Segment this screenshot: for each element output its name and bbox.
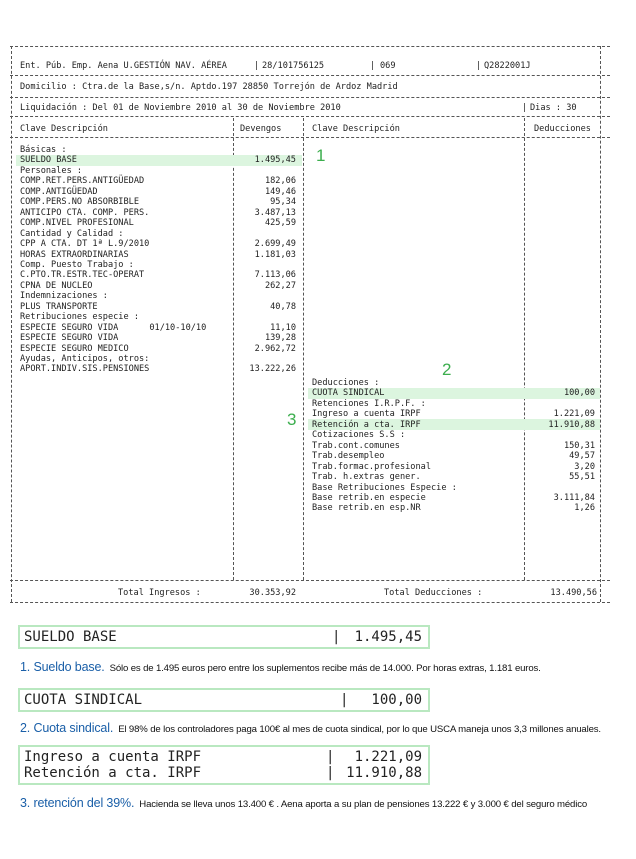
earning-label: ANTICIPO CTA. COMP. PERS. [20,207,150,218]
deduction-label: Retenciones I.R.P.F. : [312,398,426,409]
deduction-label: Trab.formac.profesional [312,461,431,472]
settlement-period: Liquidación : Del 01 de Noviembre 2010 al 30 de Noviembre 2010 [20,103,341,113]
divider [10,46,610,47]
total-income-value: 30.353,92 [249,588,296,598]
col-separator [303,118,304,580]
divider [10,602,610,603]
caption-text: El 98% de los controladores paga 100€ al mes de cuota sindical, por lo que USCA maneja unos 3,3 millones anuales. [118,724,601,735]
center-code: 069 [380,61,396,71]
earning-label: COMP.RET.PERS.ANTIGÜEDAD [20,176,145,187]
divider [10,97,610,98]
deduction-amount: 150,31 [563,440,595,451]
divider [10,75,610,76]
earning-amount: 182,06 [264,176,296,187]
zoom-label: SUELDO BASE [24,629,117,645]
earning-amount: 425,59 [264,218,296,229]
divider [10,580,610,581]
zoom-value: 11.910,88 [346,765,422,781]
caption-3 [20,796,587,810]
earning-label: Básicas : [20,145,67,155]
earning-label: COMP.ANTIGÜEDAD [20,186,98,197]
payslip [10,40,610,605]
earning-label: ESPECIE SEGURO VIDA 01/10-10/10 [20,322,207,333]
divider [10,116,610,117]
earning-amount: 262,27 [264,280,296,291]
marker-2: 2 [442,360,452,379]
col-right-desc: Clave Descripción [312,124,400,134]
earning-amount: 139,28 [264,333,296,344]
earning-label: PLUS TRANSPORTE [20,301,98,312]
col-left-amount: Devengos [240,124,282,134]
earning-amount: 40,78 [270,301,296,312]
earning-label: CPNA DE NUCLEO [20,280,93,291]
earning-amount: 1.495,45 [254,155,296,166]
deduction-label: Cotizaciones S.S : [312,430,406,441]
separator: | [254,61,260,71]
deduction-label: Trab.cont.comunes [312,440,400,451]
zoom-sueldo-base [18,625,430,649]
deduction-amount: 3.111,84 [553,492,595,503]
earning-label: Ayudas, Anticipos, otros: [20,354,150,364]
deduction-label: Base retrib.en especie [312,492,426,503]
earning-amount: 2.962,72 [254,343,296,354]
separator: | [340,692,349,708]
earning-label: Personales : [20,165,83,176]
zoom-irpf [18,745,430,785]
deduction-label: Trab. h.extras gener. [312,472,421,483]
deduction-amount: 100,00 [563,388,595,399]
deduction-amount: 11.910,88 [548,419,595,430]
earning-amount: 2.699,49 [254,239,296,250]
earning-label: COMP.NIVEL PROFESIONAL [20,218,134,229]
caption-text: Sólo es de 1.495 euros pero entre los suplementos recibe más de 14.000. Por horas extras, 1.181 euros. [109,663,541,674]
earning-label: Retribuciones especie : [20,312,139,323]
deduction-amount: 49,57 [569,451,595,462]
border-right [600,46,601,602]
border-left [11,46,12,602]
earning-amount: 1.181,03 [254,249,296,260]
earning-label: ESPECIE SEGURO MEDICO [20,343,129,354]
earning-label: Cantidad y Calidad : [20,228,124,239]
deduction-label: Deducciones : [312,378,380,388]
zoom-label: CUOTA SINDICAL [24,692,143,708]
deduction-label: CUOTA SINDICAL [312,388,385,399]
deduction-amount: 1.221,09 [553,409,595,420]
caption-lead: 3. retención del 39%. [20,796,135,810]
zoom-label: Retención a cta. IRPF [24,765,202,781]
earning-label: Indemnizaciones : [20,291,108,302]
zoom-label: Ingreso a cuenta IRPF [24,749,202,765]
earning-amount: 13.222,26 [249,364,296,375]
earning-amount: 95,34 [270,197,296,208]
caption-text: Hacienda se lleva unos 13.400 € . Aena aporta a su plan de pensiones 13.222 € y 3.000 € del seguro médico [139,799,588,810]
marker-1: 1 [316,146,326,165]
caption-lead: 1. Sueldo base. [20,660,105,674]
separator: | [326,749,335,765]
earning-label: Comp. Puesto Trabajo : [20,259,134,270]
earning-label: ESPECIE SEGURO VIDA [20,333,119,344]
zoom-value: 1.495,45 [354,629,422,645]
total-deductions-value: 13.490,56 [550,588,597,598]
earning-label: CPP A CTA. DT 1ª L.9/2010 [20,239,150,250]
separator: | [522,103,528,113]
col-left-desc: Clave Descripción [20,124,108,134]
deduction-label: Ingreso a cuenta IRPF [312,409,421,420]
earning-label: COMP.PERS.NO ABSORBIBLE [20,197,139,208]
employer-name: Ent. Púb. Emp. Aena U.GESTIÓN NAV. AÉREA [20,61,227,71]
col-right-amount: Deducciones [534,124,591,134]
separator: | [326,765,335,781]
deduction-label: Retención a cta. IRPF [312,419,421,430]
caption-lead: 2. Cuota sindical. [20,721,114,735]
zoom-value: 1.221,09 [354,749,422,765]
earning-label: APORT.INDIV.SIS.PENSIONES [20,364,150,375]
address: Domicilio : Ctra.de la Base,s/n. Aptdo.197 28850 Torrejón de Ardoz Madrid [20,82,398,92]
earning-label: HORAS EXTRAORDINARIAS [20,249,129,260]
earning-amount: 7.113,06 [254,270,296,281]
deduction-label: Base Retribuciones Especie : [312,482,457,493]
cif-code: Q2822001J [484,61,531,71]
earning-amount: 11,10 [270,322,296,333]
deduction-amount: 3,20 [574,461,595,472]
marker-3: 3 [287,410,297,429]
earning-label: C.PTO.TR.ESTR.TEC-OPERAT [20,270,145,281]
separator: | [332,629,341,645]
earning-label: SUELDO BASE [20,155,77,166]
deduction-label: Trab.desempleo [312,451,385,462]
earning-amount: 149,46 [264,186,296,197]
account-number: 28/101756125 [262,61,325,71]
total-deductions-label: Total Deducciones : [384,588,483,598]
deduction-amount: 1,26 [574,503,595,514]
total-income-label: Total Ingresos : [118,588,201,598]
deduction-label: Base retrib.en esp.NR [312,503,421,514]
deduction-amount: 55,51 [569,472,595,483]
divider [10,137,610,138]
caption-1 [20,660,541,674]
zoom-cuota-sindical [18,688,430,712]
caption-2 [20,721,601,735]
separator: | [476,61,482,71]
days-count: Dias : 30 [530,103,577,113]
zoom-value: 100,00 [371,692,422,708]
separator: | [370,61,376,71]
earning-amount: 3.487,13 [254,207,296,218]
